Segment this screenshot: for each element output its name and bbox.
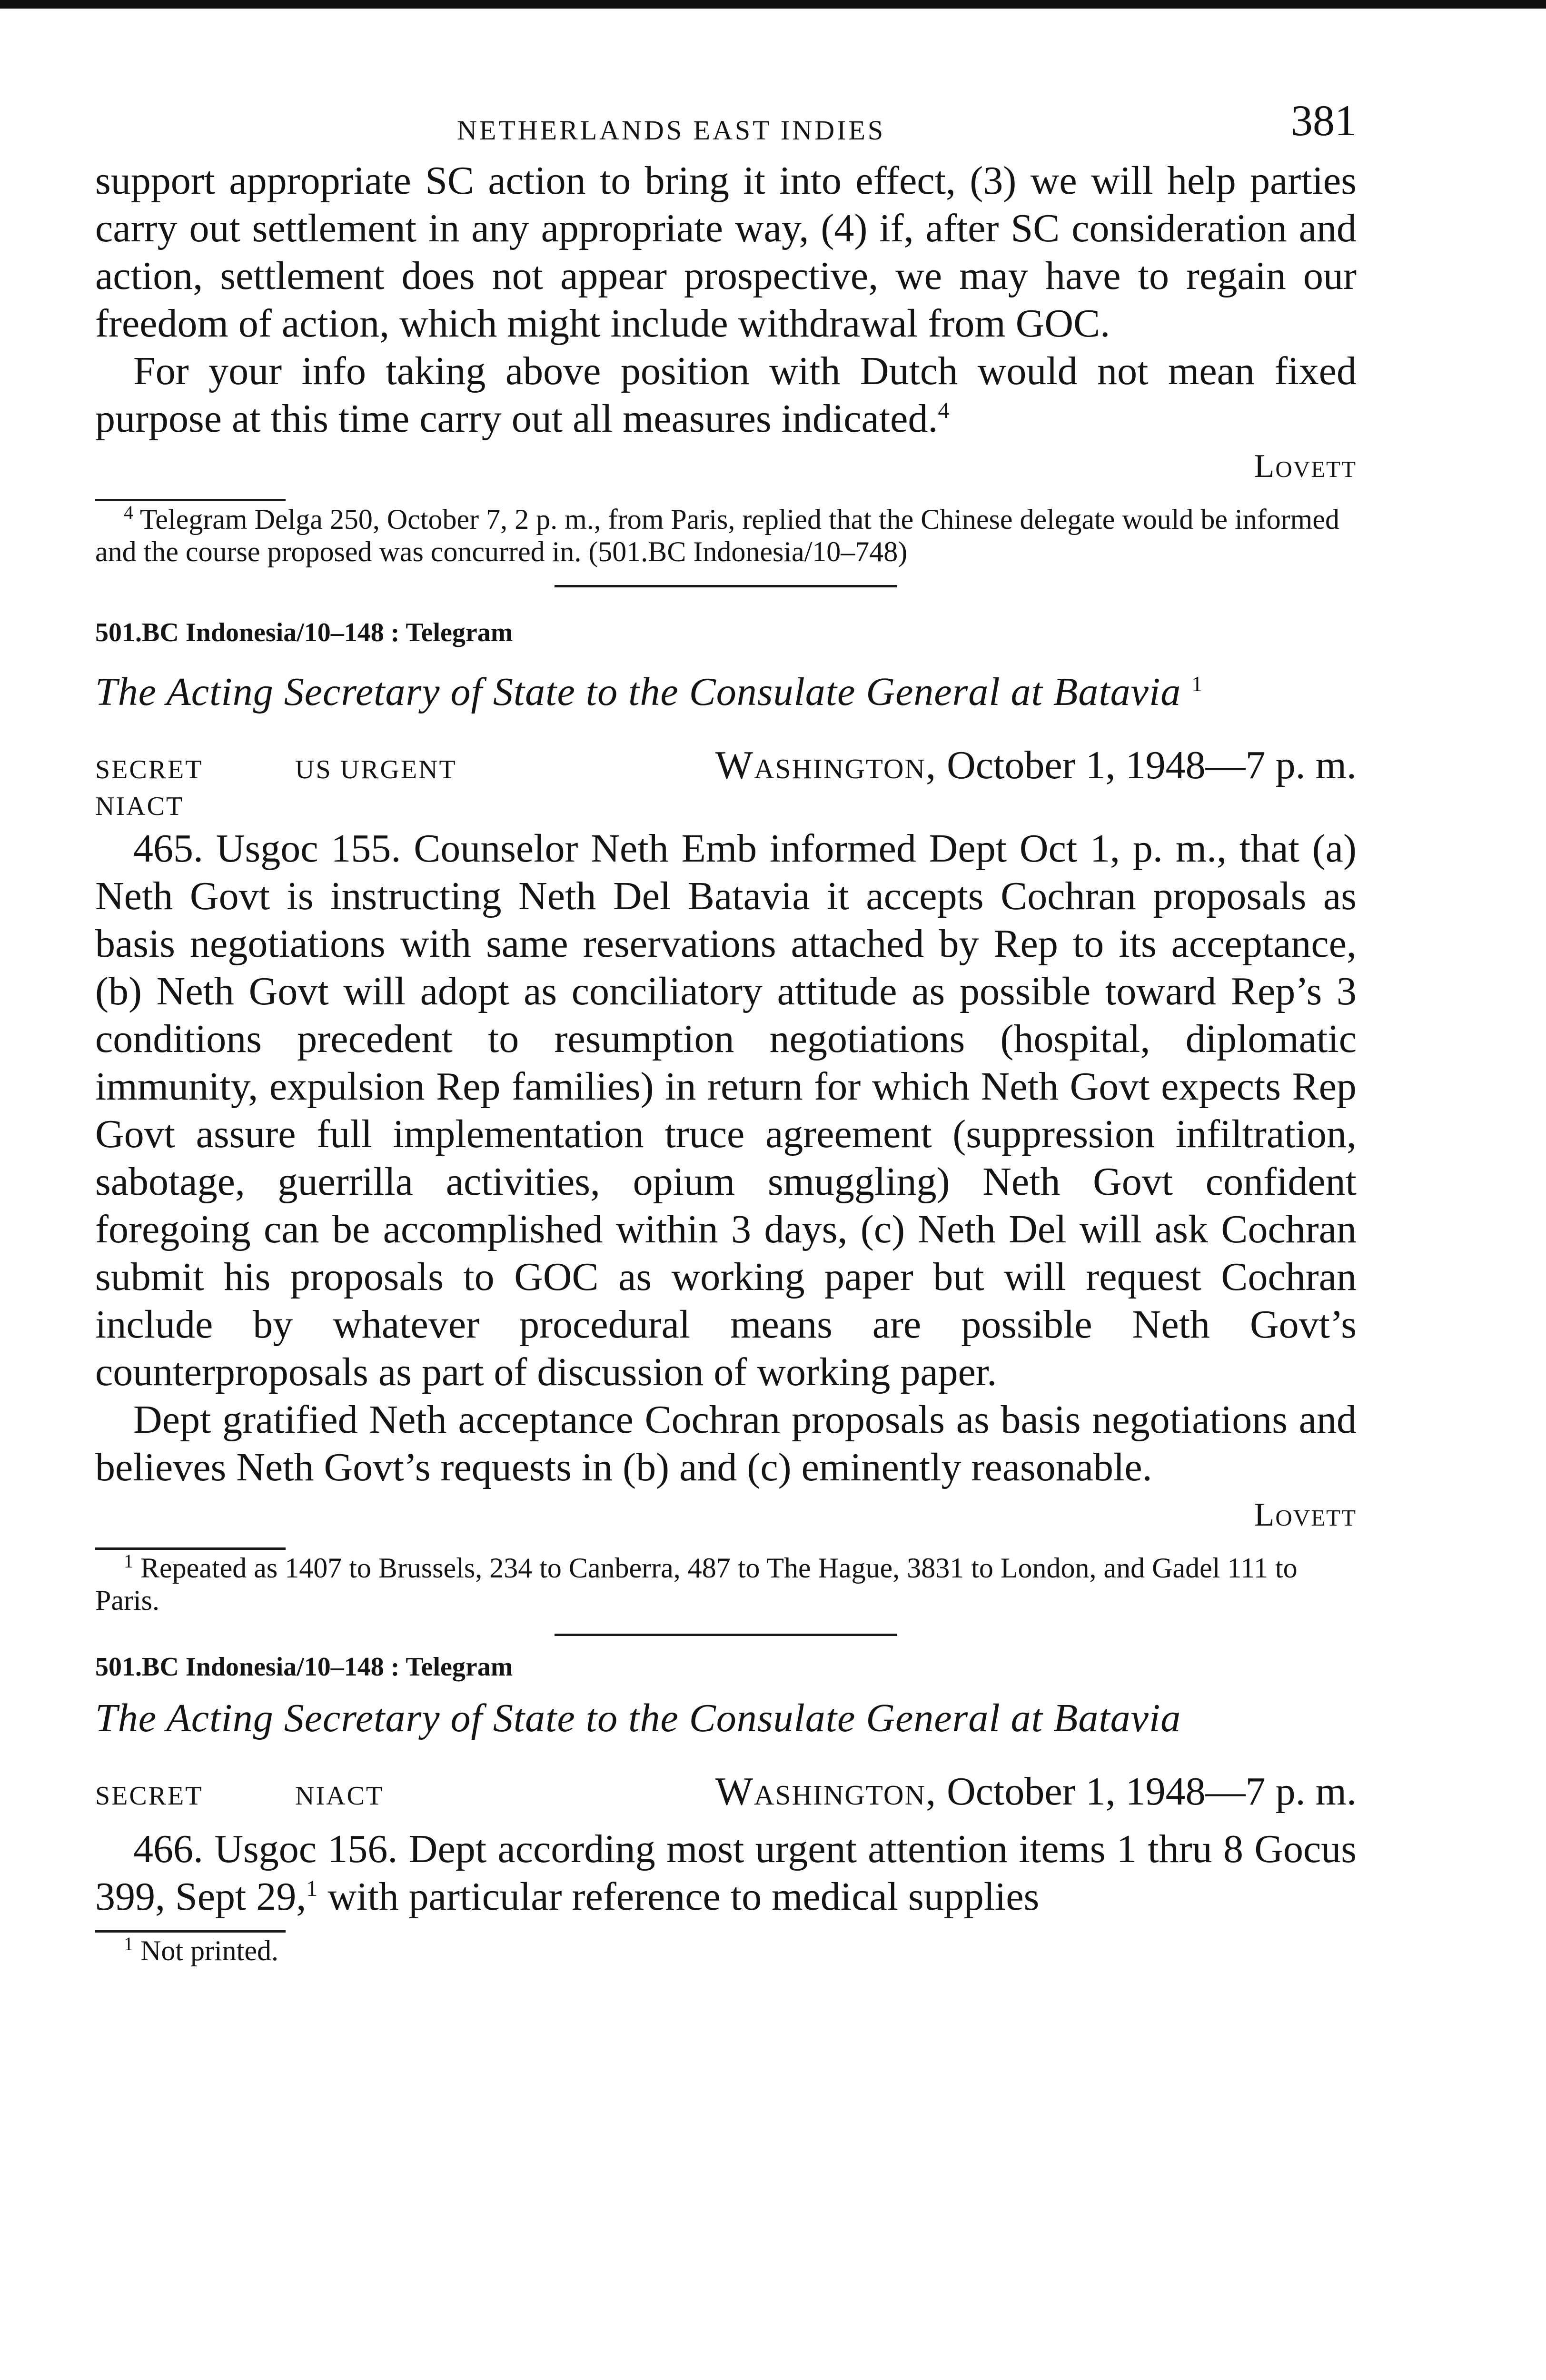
running-header bbox=[95, 95, 1357, 157]
footnote-rule bbox=[95, 1547, 286, 1550]
continuation-paragraph: support appropriate SC action to bring it into effect, (3) we will help parties carry out settlement in any appropriate way, (4) if, after SC consideration and action, settlement does not appear prospective, we may have to regain our freedom of action, which might include withdrawal from GOC. bbox=[95, 159, 1357, 346]
classification-secret: SECRET bbox=[95, 755, 203, 784]
document-title bbox=[95, 658, 1357, 718]
footnote-text: Repeated as 1407 to Brussels, 234 to Canberra, 487 to The Hague, 3831 to London, and Gadel 111 to Paris. bbox=[95, 1552, 1298, 1616]
place-name: Washington, bbox=[715, 1769, 937, 1814]
telegram-466-text-end: with particular reference to medical supplies bbox=[317, 1874, 1040, 1919]
footnote-reference: 1 bbox=[306, 1876, 318, 1901]
info-paragraph bbox=[95, 347, 1357, 443]
footnote-rule bbox=[95, 1930, 286, 1933]
signature-lovett: Lovett bbox=[1254, 1497, 1357, 1533]
date-place bbox=[715, 742, 1357, 788]
footnote-mark: 1 bbox=[124, 1550, 133, 1572]
footnote-1 bbox=[95, 1552, 1357, 1616]
classification-secret: SECRET bbox=[95, 1781, 203, 1811]
telegram-465-conclusion: Dept gratified Neth acceptance Cochran proposals as basis negotiations and believes Neth Govt’s requests in (b) and (c) eminently reasonable. bbox=[95, 1398, 1357, 1489]
dateline bbox=[95, 1768, 1357, 1816]
classification-niact: NIACT bbox=[295, 1781, 384, 1811]
footnote-rule bbox=[95, 499, 286, 501]
footnote-4 bbox=[95, 503, 1357, 568]
telegram-466-text-start: 466. Usgoc 156. Dept according most urgent attention items 1 thru 8 Gocus 399, Sept 29, bbox=[95, 1827, 1357, 1919]
date-text: October 1, 1948—7 p. m. bbox=[947, 743, 1357, 787]
file-reference: 501.BC Indonesia/10–148 : Telegram bbox=[95, 1652, 513, 1682]
classification-urgent: US URGENT bbox=[295, 755, 457, 784]
telegram-466-body bbox=[95, 1825, 1357, 1921]
dateline bbox=[95, 742, 1357, 790]
info-paragraph-text: For your info taking above position with Dutch would not mean fixed purpose at this time carry out all measures indicated. bbox=[95, 349, 1357, 441]
document-title-text: The Acting Secretary of State to the Consulate General at Batavia bbox=[95, 670, 1181, 714]
document-title: The Acting Secretary of State to the Consulate General at Batavia bbox=[95, 1696, 1181, 1740]
classification-niact: NIACT bbox=[95, 792, 184, 821]
footnote-mark: 4 bbox=[124, 502, 133, 523]
running-title: NETHERLANDS EAST INDIES bbox=[457, 115, 886, 146]
place-name: Washington, bbox=[715, 743, 937, 787]
footnote-1-not-printed bbox=[95, 1934, 1357, 1967]
footnote-mark: 1 bbox=[124, 1933, 133, 1954]
file-reference: 501.BC Indonesia/10–148 : Telegram bbox=[95, 618, 513, 647]
footnote-reference: 4 bbox=[938, 398, 950, 423]
footnote-text: Not printed. bbox=[140, 1935, 278, 1966]
page-top-edge bbox=[0, 0, 1546, 9]
date-place bbox=[715, 1768, 1357, 1815]
document-page bbox=[95, 95, 1357, 1967]
section-separator bbox=[555, 1634, 897, 1636]
section-separator bbox=[555, 585, 897, 587]
page-number: 381 bbox=[1291, 96, 1357, 145]
title-footnote-reference: 1 bbox=[1191, 672, 1203, 696]
telegram-465-body: 465. Usgoc 155. Counselor Neth Emb informed Dept Oct 1, p. m., that (a) Neth Govt is instructing Neth Del Batavia it accepts Cochran proposals as basis negotiations with same reservations attached by Rep to its acceptance, (b) Neth Govt will adopt as conciliatory attitude as possible toward Rep’s 3 conditions precedent to resumption negotiations (hospital, diplomatic immunity, expulsion Rep families) in return for which Neth Govt expects Rep Govt assure full implementation truce agreement (suppression infiltration, sabotage, guerrilla activities, opium smuggling) Neth Govt confident foregoing can be accomplished within 3 days, (c) Neth Del will ask Cochran submit his proposals to GOC as working paper but will request Cochran include by whatever procedural means are possible Neth Govt’s counterproposals as part of discussion of working paper. bbox=[95, 826, 1357, 1394]
date-text: October 1, 1948—7 p. m. bbox=[947, 1769, 1357, 1814]
signature-lovett: Lovett bbox=[1254, 448, 1357, 485]
footnote-text: Telegram Delga 250, October 7, 2 p. m., from Paris, replied that the Chinese delegate would be informed and the course proposed was concurred in. (501.BC Indonesia/10–748) bbox=[95, 504, 1339, 567]
